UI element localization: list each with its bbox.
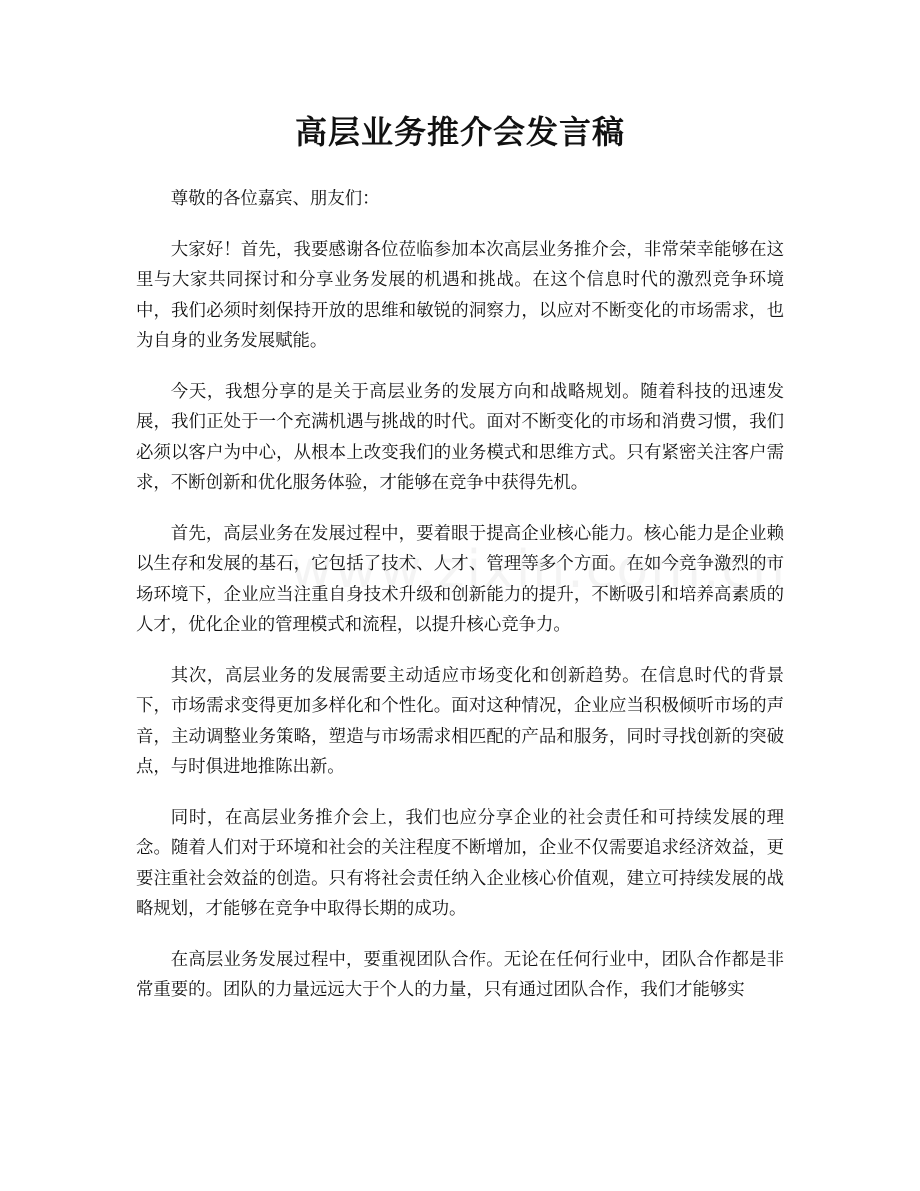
greeting: 尊敬的各位嘉宾、朋友们： (170, 189, 380, 209)
paragraph-3: 首先，高层业务在发展过程中，要着眼于提高企业核心能力。核心能力是企业赖以生存和发展的基石，它包括了技术、人才、管理等多个方面。在如今竞争激烈的市场环境下，企业应当注重自身技术升级和创新能力的提升，不断吸引和培养高素质的人才，优化企业的管理模式和流程，以提升核心竞争力。 (136, 523, 784, 635)
paragraph-5: 同时，在高层业务推介会上，我们也应分享企业的社会责任和可持续发展的理念。随着人们对于环境和社会的关注程度不断增加，企业不仅需要追求经济效益，更要注重社会效益的创造。只有将社会责任纳入企业核心价值观，建立可持续发展的战略规划，才能够在竞争中取得长期的成功。 (136, 807, 784, 919)
paragraph-1: 大家好！首先，我要感谢各位莅临参加本次高层业务推介会，非常荣幸能够在这里与大家共同探讨和分享业务发展的机遇和挑战。在这个信息时代的激烈竞争环境中，我们必须时刻保持开放的思维和敏锐的洞察力，以应对不断变化的市场需求，也为自身的业务发展赋能。 (136, 239, 784, 351)
paragraph-6: 在高层业务发展过程中，要重视团队合作。无论在任何行业中，团队合作都是非常重要的。团队的力量远远大于个人的力量，只有通过团队合作，我们才能够实 (136, 949, 784, 1000)
paragraph-4: 其次，高层业务的发展需要主动适应市场变化和创新趋势。在信息时代的背景下，市场需求变得更加多样化和个性化。面对这种情况，企业应当积极倾听市场的声音，主动调整业务策略，塑造与市场需求相匹配的产品和服务，同时寻找创新的突破点，与时俱进地推陈出新。 (136, 665, 784, 777)
document-body (136, 184, 784, 1006)
paragraph-2: 今天，我想分享的是关于高层业务的发展方向和战略规划。随着科技的迅速发展，我们正处于一个充满机遇与挑战的时代。面对不断变化的市场和消费习惯，我们必须以客户为中心，从根本上改变我们的业务模式和思维方式。只有紧密关注客户需求，不断创新和优化服务体验，才能够在竞争中获得先机。 (136, 381, 784, 493)
document-title: 高层业务推介会发言稿 (294, 113, 625, 151)
